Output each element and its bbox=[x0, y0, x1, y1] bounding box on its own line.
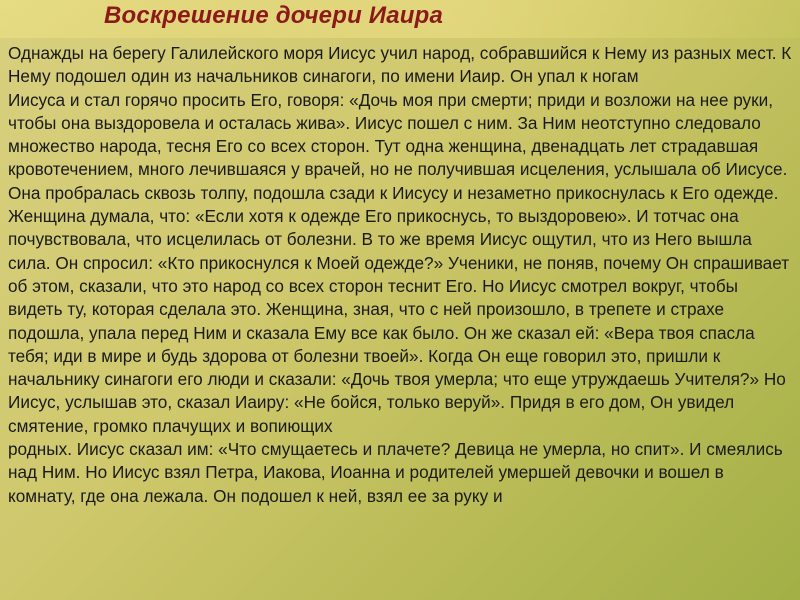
paragraph: родных. Иисус сказал им: «Что смущаетесь и плачете? Девица не умерла, но спит». И смеялись над Ним. Но Иисус взял Петра, Иакова, Иоанна и родителей умершей девочки и вошел в комнату, где она лежала. Он подошел к ней, взял ее за руку и bbox=[8, 439, 783, 506]
paragraph: Иисуса и стал горячо просить Его, говоря: «Дочь моя при смерти; приди и возложи на нее руки, чтобы она выздоровела и осталась жива». Иисус пошел с ним. За Ним неотступно следовало множество народа, тесня Его со всех сторон. Тут одна женщина, двенадцать лет страдавшая кровотечением, много лечившаяся у врачей, но не получившая исцеления, услышала об Иисусе. Она пробралась сквозь толпу, подошла сзади к Иисусу и незаметно прикоснулась к Его одежде. Женщина думала, что: «Если хотя к одежде Его прикоснусь, то выздоровею». И тотчас она почувствовала, что исцелилась от болезни. В то же время Иисус ощутил, что из Него вышла сила. Он спросил: «Кто прикоснулся к Моей одежде?» Ученики, не поняв, почему Он спрашивает об этом, сказали, что это народ со всех сторон теснит Его. Но Иисус смотрел вокруг, чтобы видеть ту, которая сделала это. Женщина, зная, что с ней произошло, в трепете и страхе подошла, упала перед Ним и сказала Ему все как было. Он же сказал ей: «Вера твоя спасла тебя; иди в мире и будь здорова от болезни твоей». Когда Он еще говорил это, пришли к начальнику синагоги его люди и сказали: «Дочь твоя умерла; что еще утруждаешь Учителя?» Но Иисус, услышав это, сказал Иаиру: «Не бойся, только веруй». Придя в его дом, Он увидел смятение, громко плачущих и вопиющих bbox=[8, 89, 790, 436]
body-text bbox=[8, 42, 792, 508]
title-bar bbox=[0, 0, 800, 38]
slide-title: Воскрешение дочери Иаира bbox=[104, 2, 444, 29]
paragraph: Однажды на берегу Галилейского моря Иисус учил народ, собравшийся к Нему из разных мест. К Нему подошел один из начальников синагоги, по имени Иаир. Он упал к ногам bbox=[8, 43, 792, 87]
text-box[interactable] bbox=[0, 38, 800, 600]
